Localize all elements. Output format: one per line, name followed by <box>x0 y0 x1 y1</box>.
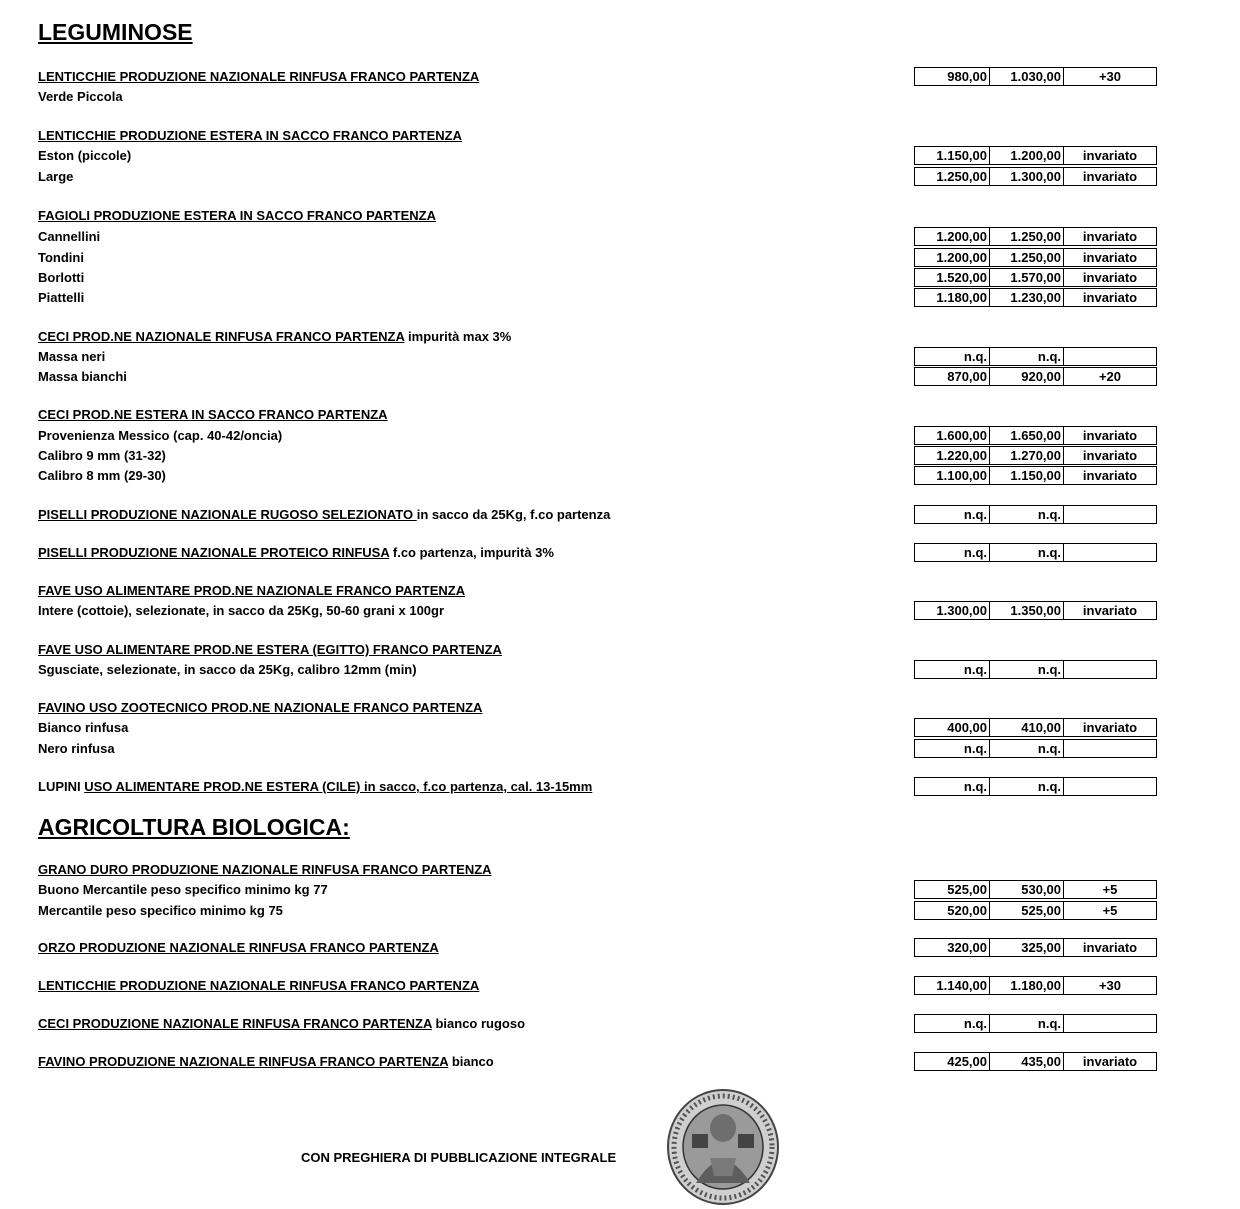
price-min: n.q. <box>915 348 990 365</box>
price-max: 920,00 <box>990 368 1064 385</box>
group-heading: PISELLI PRODUZIONE NAZIONALE RUGOSO SELEZIONATO in sacco da 25Kg, f.co partenza <box>38 507 611 522</box>
price-row <box>914 347 1157 366</box>
price-row <box>914 446 1157 465</box>
price-min: 320,00 <box>915 939 990 956</box>
price-min: 1.200,00 <box>915 228 990 245</box>
price-variation: invariato <box>1082 229 1138 244</box>
price-row <box>914 268 1157 287</box>
price-variation: +30 <box>1098 69 1122 84</box>
price-variation: invariato <box>1082 720 1138 735</box>
price-max: 1.250,00 <box>990 249 1064 266</box>
price-variation: invariato <box>1082 290 1138 305</box>
price-min: 1.520,00 <box>915 269 990 286</box>
price-row <box>914 67 1157 86</box>
price-max: 1.150,00 <box>990 467 1064 484</box>
price-row <box>914 718 1157 737</box>
price-variation: invariato <box>1082 148 1138 163</box>
price-max: 1.030,00 <box>990 68 1064 85</box>
price-row <box>914 777 1157 796</box>
price-variation: +5 <box>1102 903 1118 918</box>
price-variation: invariato <box>1082 169 1138 184</box>
item-label: Tondini <box>38 250 84 265</box>
price-variation: +5 <box>1102 882 1118 897</box>
group-heading: FAVINO USO ZOOTECNICO PROD.NE NAZIONALE FRANCO PARTENZA <box>38 700 483 715</box>
price-min: 1.300,00 <box>915 602 990 619</box>
group-heading: LENTICCHIE PRODUZIONE NAZIONALE RINFUSA FRANCO PARTENZA <box>38 69 480 84</box>
price-variation <box>1064 348 1156 365</box>
group-heading: FAGIOLI PRODUZIONE ESTERA IN SACCO FRANCO PARTENZA <box>38 208 436 223</box>
price-min: n.q. <box>915 1015 990 1032</box>
price-variation: +30 <box>1098 978 1122 993</box>
price-variation: invariato <box>1082 448 1138 463</box>
price-min: 1.150,00 <box>915 147 990 164</box>
price-min: n.q. <box>915 544 990 561</box>
price-max: 1.200,00 <box>990 147 1064 164</box>
price-min: 1.180,00 <box>915 289 990 306</box>
item-label: Cannellini <box>38 229 101 244</box>
group-heading: LENTICCHIE PRODUZIONE ESTERA IN SACCO FRANCO PARTENZA <box>38 128 462 143</box>
group-heading: FAVE USO ALIMENTARE PROD.NE ESTERA (EGITTO) FRANCO PARTENZA <box>38 642 502 657</box>
price-row <box>914 505 1157 524</box>
price-max: n.q. <box>990 544 1064 561</box>
price-min: 1.600,00 <box>915 427 990 444</box>
price-row <box>914 543 1157 562</box>
price-max: n.q. <box>990 348 1064 365</box>
price-row <box>914 901 1157 920</box>
group-heading: CECI PROD.NE ESTERA IN SACCO FRANCO PARTENZA <box>38 407 388 422</box>
price-min: n.q. <box>915 778 990 795</box>
group-heading: CECI PRODUZIONE NAZIONALE RINFUSA FRANCO PARTENZA bianco rugoso <box>38 1016 526 1031</box>
footer-note: CON PREGHIERA DI PUBBLICAZIONE INTEGRALE <box>301 1150 617 1165</box>
price-row <box>914 367 1157 386</box>
group-heading: FAVE USO ALIMENTARE PROD.NE NAZIONALE FRANCO PARTENZA <box>38 583 466 598</box>
item-label: Massa bianchi <box>38 369 127 384</box>
price-min: 1.100,00 <box>915 467 990 484</box>
price-variation <box>1064 506 1156 523</box>
price-row <box>914 248 1157 267</box>
chamber-of-commerce-seal-icon <box>666 1088 780 1206</box>
price-row <box>914 426 1157 445</box>
price-max: 1.570,00 <box>990 269 1064 286</box>
price-max: 1.250,00 <box>990 228 1064 245</box>
item-label: Provenienza Messico (cap. 40-42/oncia) <box>38 428 283 443</box>
price-row <box>914 227 1157 246</box>
price-min: 425,00 <box>915 1053 990 1070</box>
item-label: Large <box>38 169 74 184</box>
price-max: 525,00 <box>990 902 1064 919</box>
group-heading: PISELLI PRODUZIONE NAZIONALE PROTEICO RINFUSA f.co partenza, impurità 3% <box>38 545 554 560</box>
price-row <box>914 976 1157 995</box>
price-variation <box>1064 661 1156 678</box>
item-label: Calibro 9 mm (31-32) <box>38 448 166 463</box>
item-label: Massa neri <box>38 349 106 364</box>
price-max: 1.180,00 <box>990 977 1064 994</box>
item-label: Calibro 8 mm (29-30) <box>38 468 166 483</box>
item-label: Buono Mercantile peso specifico minimo kg 77 <box>38 882 328 897</box>
group-heading: FAVINO PRODUZIONE NAZIONALE RINFUSA FRANCO PARTENZA bianco <box>38 1054 494 1069</box>
price-max: 530,00 <box>990 881 1064 898</box>
price-variation: invariato <box>1082 1054 1138 1069</box>
price-min: 1.140,00 <box>915 977 990 994</box>
price-variation <box>1064 778 1156 795</box>
price-row <box>914 1052 1157 1071</box>
price-max: 1.650,00 <box>990 427 1064 444</box>
price-max: n.q. <box>990 778 1064 795</box>
item-label: Intere (cottoie), selezionate, in sacco da 25Kg, 50-60 grani x 100gr <box>38 603 445 618</box>
group-heading: GRANO DURO PRODUZIONE NAZIONALE RINFUSA FRANCO PARTENZA <box>38 862 492 877</box>
price-row <box>914 466 1157 485</box>
price-max: n.q. <box>990 740 1064 757</box>
price-variation: invariato <box>1082 940 1138 955</box>
section-title-leguminose: LEGUMINOSE <box>38 19 193 45</box>
price-variation: invariato <box>1082 603 1138 618</box>
price-max: 325,00 <box>990 939 1064 956</box>
group-heading: ORZO PRODUZIONE NAZIONALE RINFUSA FRANCO PARTENZA <box>38 940 439 955</box>
price-max: 435,00 <box>990 1053 1064 1070</box>
item-label: Mercantile peso specifico minimo kg 75 <box>38 903 283 918</box>
price-max: 1.300,00 <box>990 168 1064 185</box>
section-title-biologica: AGRICOLTURA BIOLOGICA: <box>38 814 350 840</box>
group-heading: CECI PROD.NE NAZIONALE RINFUSA FRANCO PARTENZA impurità max 3% <box>38 329 512 344</box>
price-row <box>914 739 1157 758</box>
price-min: 1.200,00 <box>915 249 990 266</box>
price-variation <box>1064 740 1156 757</box>
item-label: Borlotti <box>38 270 85 285</box>
item-label: Bianco rinfusa <box>38 720 129 735</box>
item-label: Sgusciate, selezionate, in sacco da 25Kg, calibro 12mm (min) <box>38 662 417 677</box>
price-row <box>914 601 1157 620</box>
price-max: n.q. <box>990 661 1064 678</box>
price-row <box>914 660 1157 679</box>
item-label: Nero rinfusa <box>38 741 115 756</box>
price-max: n.q. <box>990 506 1064 523</box>
price-row <box>914 167 1157 186</box>
price-min: n.q. <box>915 740 990 757</box>
item-label: Verde Piccola <box>38 89 123 104</box>
price-min: 980,00 <box>915 68 990 85</box>
price-row <box>914 938 1157 957</box>
price-variation: invariato <box>1082 270 1138 285</box>
price-max: 410,00 <box>990 719 1064 736</box>
price-variation: invariato <box>1082 468 1138 483</box>
price-max: 1.270,00 <box>990 447 1064 464</box>
group-heading: LENTICCHIE PRODUZIONE NAZIONALE RINFUSA FRANCO PARTENZA <box>38 978 480 993</box>
group-heading: LUPINI USO ALIMENTARE PROD.NE ESTERA (CILE) in sacco, f.co partenza, cal. 13-15mm <box>38 779 593 794</box>
price-row <box>914 1014 1157 1033</box>
price-min: n.q. <box>915 506 990 523</box>
price-min: 1.220,00 <box>915 447 990 464</box>
price-min: 400,00 <box>915 719 990 736</box>
price-min: 520,00 <box>915 902 990 919</box>
price-max: n.q. <box>990 1015 1064 1032</box>
price-row <box>914 146 1157 165</box>
price-row <box>914 288 1157 307</box>
price-variation: +20 <box>1098 369 1122 384</box>
price-row <box>914 880 1157 899</box>
price-max: 1.350,00 <box>990 602 1064 619</box>
price-min: 870,00 <box>915 368 990 385</box>
price-min: 525,00 <box>915 881 990 898</box>
price-min: 1.250,00 <box>915 168 990 185</box>
price-variation: invariato <box>1082 250 1138 265</box>
item-label: Piattelli <box>38 290 85 305</box>
item-label: Eston (piccole) <box>38 148 132 163</box>
price-variation <box>1064 1015 1156 1032</box>
price-variation: invariato <box>1082 428 1138 443</box>
price-max: 1.230,00 <box>990 289 1064 306</box>
price-min: n.q. <box>915 661 990 678</box>
price-variation <box>1064 544 1156 561</box>
